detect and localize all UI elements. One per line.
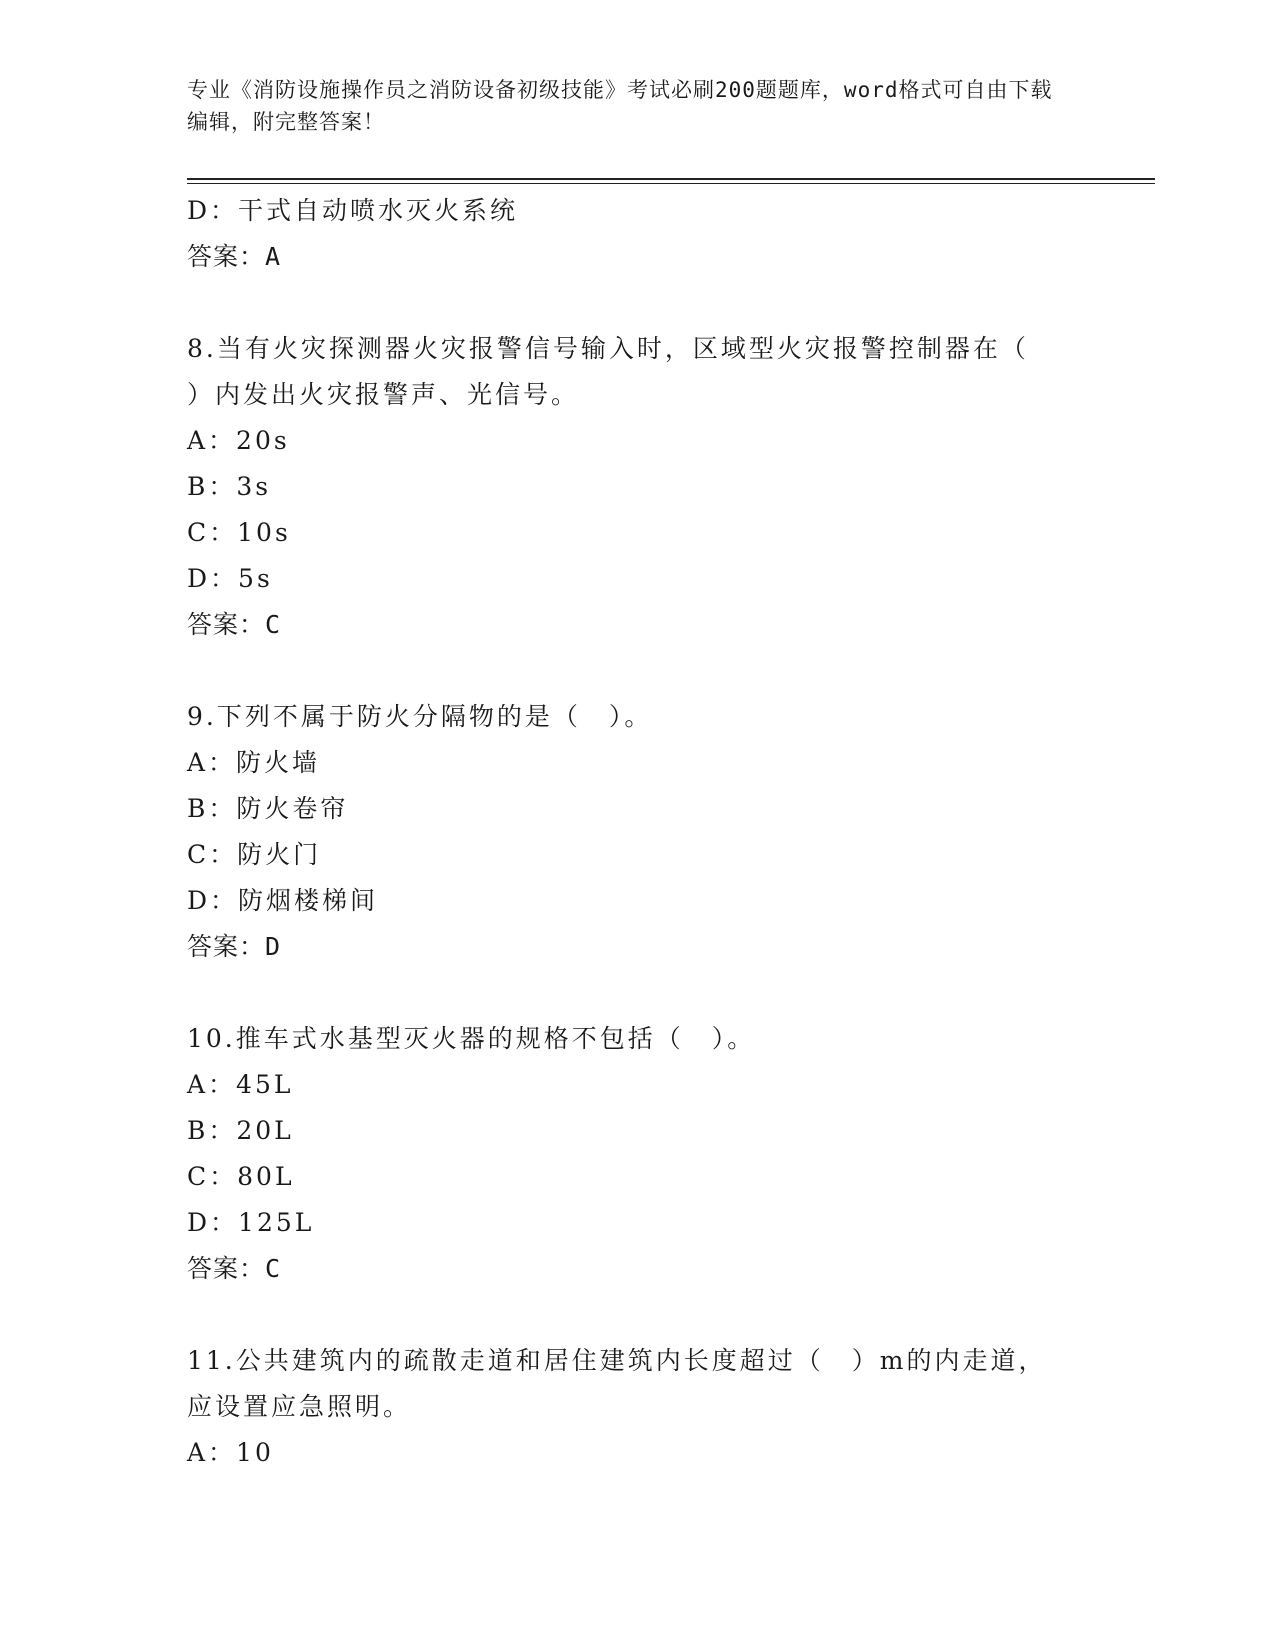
option-d: D：125L — [187, 1208, 315, 1237]
option-a: A：10 — [187, 1438, 274, 1467]
answer: 答案：A — [187, 242, 282, 271]
option-b: B：3s — [187, 472, 272, 501]
document-title: 专业《消防设施操作员之消防设备初级技能》考试必刷200题题库，word格式可自由下载编辑，附完整答案！ — [187, 78, 1053, 134]
question-10 — [187, 1016, 1067, 1292]
option-c: C：防火门 — [187, 840, 322, 869]
spacer — [187, 648, 1067, 694]
option-d: D：5s — [187, 564, 273, 593]
answer: 答案：C — [187, 610, 282, 639]
option-b: B：防火卷帘 — [187, 794, 349, 823]
question-stem: 11.公共建筑内的疏散走道和居住建筑内长度超过（ ）m的内走道， — [187, 1346, 1047, 1375]
option-a: A：防火墙 — [187, 748, 321, 777]
document-header — [187, 74, 1067, 138]
option-d: D：防烟楼梯间 — [187, 886, 379, 915]
answer: 答案：C — [187, 1254, 282, 1283]
question-stem-continued: ）内发出火灾报警声、光信号。 — [187, 380, 580, 409]
spacer — [187, 970, 1067, 1016]
answer: 答案：D — [187, 932, 282, 961]
question-9 — [187, 694, 1067, 970]
option-a: A：20s — [187, 426, 290, 455]
header-divider-thin — [187, 183, 1155, 184]
spacer — [187, 1292, 1067, 1338]
question-stem: 8.当有火灾探测器火灾报警信号输入时，区域型火灾报警控制器在（ — [187, 334, 1029, 363]
option-a: A：45L — [187, 1070, 294, 1099]
option-b: B：20L — [187, 1116, 294, 1145]
spacer — [187, 280, 1067, 326]
option-c: C：80L — [187, 1162, 295, 1191]
question-stem-continued: 应设置应急照明。 — [187, 1392, 412, 1421]
option-d: D：干式自动喷水灭火系统 — [187, 196, 519, 225]
question-stem: 10.推车式水基型灭火器的规格不包括（ ）。 — [187, 1024, 756, 1053]
header-divider-thick — [187, 178, 1155, 180]
question-8 — [187, 326, 1067, 648]
question-list — [187, 188, 1067, 1476]
question-stem: 9.下列不属于防火分隔物的是（ ）。 — [187, 702, 653, 731]
question-11 — [187, 1338, 1067, 1476]
option-c: C：10s — [187, 518, 291, 547]
